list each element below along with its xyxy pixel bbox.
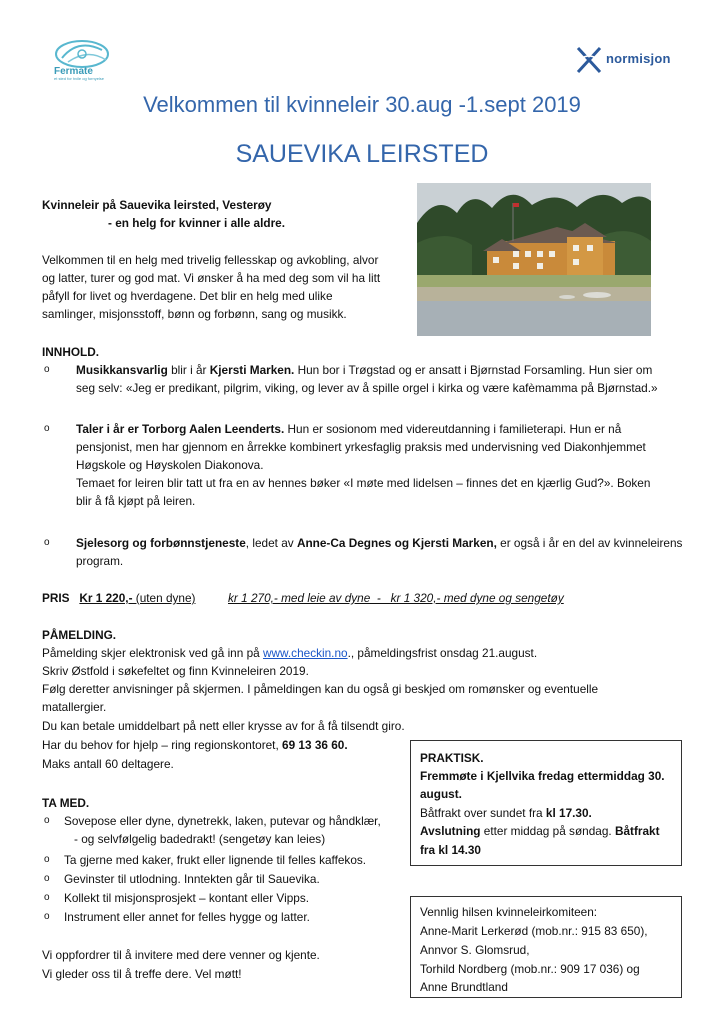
signup-line-4: matallergier. — [42, 700, 107, 714]
intro-heading-2: - en helg for kvinner i alle aldre. — [108, 216, 286, 230]
bring-item-2: Ta gjerne med kaker, frukt eller lignende til felles kaffekos. — [64, 853, 367, 867]
fermate-logo-tagline: et sted for hvile og fornyelse — [54, 76, 105, 81]
bullet-icon: o — [44, 854, 50, 865]
bring-item-4: Kollekt til misjonsprosjekt – kontant eller Vipps. — [64, 891, 310, 905]
speaker-line-1: Taler i år er Torborg Aalen Leenderts. Hun er sosionom med videreutdanning i familieterapi. Hun er nå — [76, 422, 622, 436]
greeting-line-5: Anne Brundtland — [420, 980, 508, 994]
greeting-line-4: Torhild Nordberg (mob.nr.: 909 17 036) og — [420, 962, 640, 976]
bullet-icon: o — [44, 892, 50, 903]
speaker-line-5: blir å få kjøpt på leiren. — [76, 494, 196, 508]
signup-line-6: Har du behov for hjelp – ring regionskontoret, 69 13 36 60. — [42, 738, 348, 752]
normisjon-logo-text: normisjon — [606, 51, 671, 66]
campsite-photo — [417, 183, 651, 336]
page-subtitle: SAUEVIKA LEIRSTED — [235, 140, 489, 168]
signup-line-5: Du kan betale umiddelbart på nett eller krysse av for å få tilsendt giro. — [42, 719, 405, 733]
practical-line-5: fra kl 14.30 — [420, 843, 481, 857]
practical-line-3: Båtfrakt over sundet fra kl 17.30. — [420, 806, 592, 820]
bring-heading: TA MED. — [42, 796, 90, 810]
bring-item-3: Gevinster til utlodning. Inntekten går til Sauevika. — [64, 872, 320, 886]
care-line-1: Sjelesorg og forbønnstjeneste, ledet av Anne-Ca Degnes og Kjersti Marken, er også i år en del av kvinneleirens — [76, 536, 683, 550]
care-line-2: program. — [76, 554, 124, 568]
price-alternatives: kr 1 270,- med leie av dyne - kr 1 320,- med dyne og sengetøy — [228, 591, 564, 605]
bring-item-1-cont: - og selvfølgelig badedrakt! (sengetøy kan leies) — [74, 832, 326, 846]
music-line-2: seg selv: «Jeg er predikant, pilgrim, viking, og lever av å spille orgel i kirka og være kafèmamma på Bjørnstad.» — [76, 381, 658, 395]
fermate-logo — [48, 36, 130, 92]
bullet-icon: o — [44, 423, 50, 434]
speaker-line-2: pensjonist, men har gjennom en årrekke kombinert yrkesfaglig praksis med undervisning ved Diakonhjemmet — [76, 440, 646, 454]
intro-heading-1: Kvinneleir på Sauevika leirsted, Vesterøy — [42, 198, 272, 212]
signup-heading: PÅMELDING. — [42, 628, 117, 642]
greeting-line-3: Annvor S. Glomsrud, — [420, 943, 530, 957]
intro-line-4: samlinger, misjonsstoff, bønn og forbønn, sang og musikk. — [42, 307, 347, 321]
practical-line-4: Avslutning etter middag på søndag. Båtfrakt — [420, 824, 660, 838]
price-line: PRIS Kr 1 220,- (uten dyne) — [42, 591, 196, 605]
innhold-heading: INNHOLD. — [42, 345, 100, 359]
intro-line-3: påfyll for livet og hverdagene. Det blir en helg med ulike — [42, 289, 333, 303]
bring-item-5: Instrument eller annet for felles hygge og latter. — [64, 910, 310, 924]
bullet-icon: o — [44, 873, 50, 884]
signup-line-2: Skriv Østfold i søkefeltet og finn Kvinneleiren 2019. — [42, 664, 309, 678]
speaker-line-3: Høgskole og Høyskolen Diakonova. — [76, 458, 264, 472]
intro-line-1: Velkommen til en helg med trivelig fellesskap og avkobling, alvor — [42, 253, 379, 267]
signup-line-3: Følg deretter anvisninger på skjermen. I påmeldingen kan du også gi beskjed om romønsker og eventuelle — [42, 682, 599, 696]
page-title: Velkommen til kvinneleir 30.aug -1.sept 2019 — [143, 92, 581, 117]
speaker-line-4: Temaet for leiren blir tatt ut fra en av hennes bøker «I møte med lidelsen – finnes det en kjærlig Gud?». Boken — [76, 476, 651, 490]
bring-item-1: Sovepose eller dyne, dynetrekk, laken, putevar og håndklær, — [64, 814, 381, 828]
signup-line-7: Maks antall 60 deltagere. — [42, 757, 174, 771]
greeting-line-2: Anne-Marit Lerkerød (mob.nr.: 915 83 650), — [420, 924, 648, 938]
bullet-icon: o — [44, 537, 50, 548]
bullet-icon: o — [44, 911, 50, 922]
practical-heading: PRAKTISK. — [420, 751, 484, 765]
closing-line-1: Vi oppfordrer til å invitere med dere venner og kjente. — [42, 948, 320, 962]
practical-line-1: Fremmøte i Kjellvika fredag ettermiddag 30. — [420, 769, 665, 783]
closing-line-2: Vi gleder oss til å treffe dere. Vel møtt! — [42, 967, 242, 981]
bullet-icon: o — [44, 364, 50, 375]
checkin-link[interactable]: www.checkin.no — [262, 646, 348, 660]
greeting-line-1: Vennlig hilsen kvinneleirkomiteen: — [420, 905, 598, 919]
intro-line-2: og latter, turer og god mat. Vi ønsker å ha med deg som vil ha litt — [42, 271, 381, 285]
fermate-logo-name: Fermate — [54, 66, 93, 77]
normisjon-logo-icon — [574, 44, 604, 76]
bullet-icon: o — [44, 815, 50, 826]
music-line-1: Musikkansvarlig blir i år Kjersti Marken. Hun bor i Trøgstad og er ansatt i Bjørnstad Forsamling. Hun sier om — [76, 363, 653, 377]
signup-line-1: Påmelding skjer elektronisk ved gå inn på www.checkin.no., påmeldingsfrist onsdag 21.august. — [42, 646, 538, 660]
practical-line-2: august. — [420, 787, 462, 801]
